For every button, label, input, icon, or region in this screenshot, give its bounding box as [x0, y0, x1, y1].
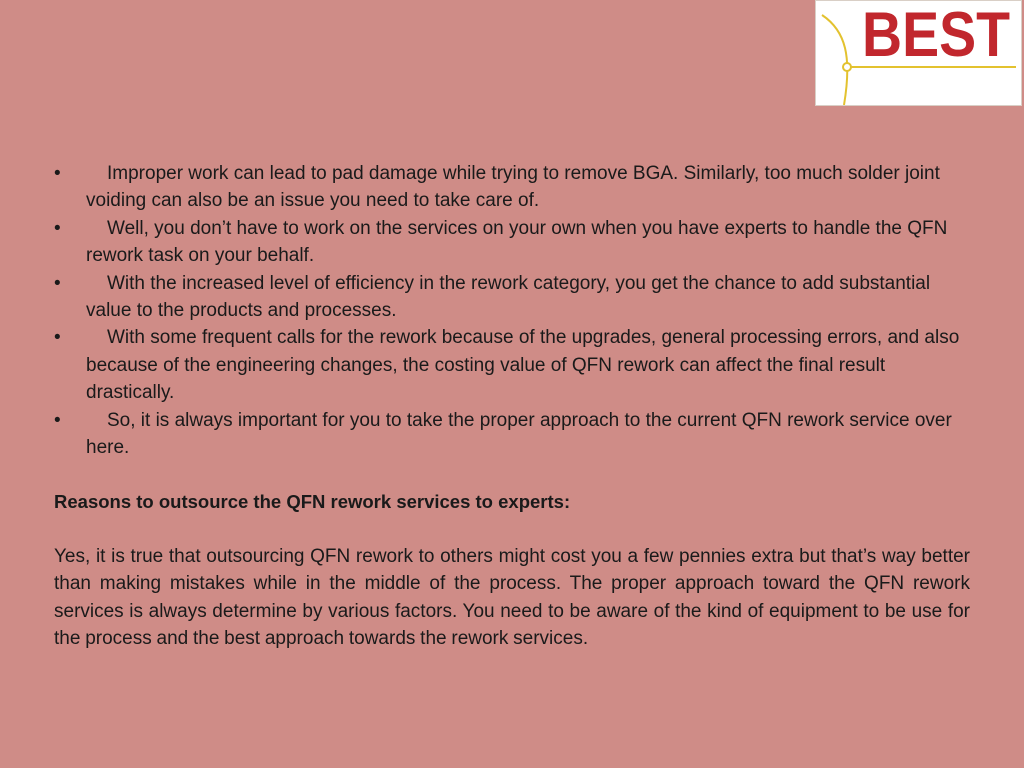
bullet-text: With some frequent calls for the rework because of the upgrades, general processing errors, and also because of the engineering changes, the costing value of QFN rework can affect the final result drastically.	[86, 327, 960, 404]
list-item	[54, 160, 970, 215]
best-logo-graphic	[816, 1, 1022, 106]
list-item	[54, 215, 970, 270]
list-item	[54, 270, 970, 325]
body-paragraph: Yes, it is true that outsourcing QFN rework to others might cost you a few pennies extra but that’s way better than making mistakes while in the middle of the process. The proper approach toward the QFN rework services is always determine by various factors. You need to be aware of the kind of equipment to be use for the process and the best approach towards the rework services.	[54, 545, 970, 650]
bullet-icon: •	[54, 409, 61, 431]
bullet-text: So, it is always important for you to take the proper approach to the current QFN rework service over here.	[86, 409, 952, 459]
bullet-text: Well, you don’t have to work on the services on your own when you have experts to handle the QFN rework task on your behalf.	[86, 217, 948, 267]
section-heading: Reasons to outsource the QFN rework services to experts:	[54, 491, 571, 513]
logo-text: BEST	[862, 1, 1010, 70]
logo-curve	[822, 15, 847, 105]
bullet-icon: •	[54, 272, 61, 294]
bullet-icon: •	[54, 163, 61, 184]
bullet-list	[54, 160, 970, 461]
slide-content	[54, 160, 970, 653]
logo-dot	[843, 63, 851, 71]
best-logo	[815, 0, 1022, 106]
bullet-text: With the increased level of efficiency in the rework category, you get the chance to add substantial value to the products and processes.	[86, 272, 931, 322]
list-item	[54, 324, 970, 406]
list-item	[54, 407, 970, 462]
bullet-text: Improper work can lead to pad damage while trying to remove BGA. Similarly, too much solder joint voiding can also be an issue you need to take care of.	[86, 163, 940, 212]
bullet-icon: •	[54, 327, 61, 349]
bullet-icon: •	[54, 217, 61, 239]
